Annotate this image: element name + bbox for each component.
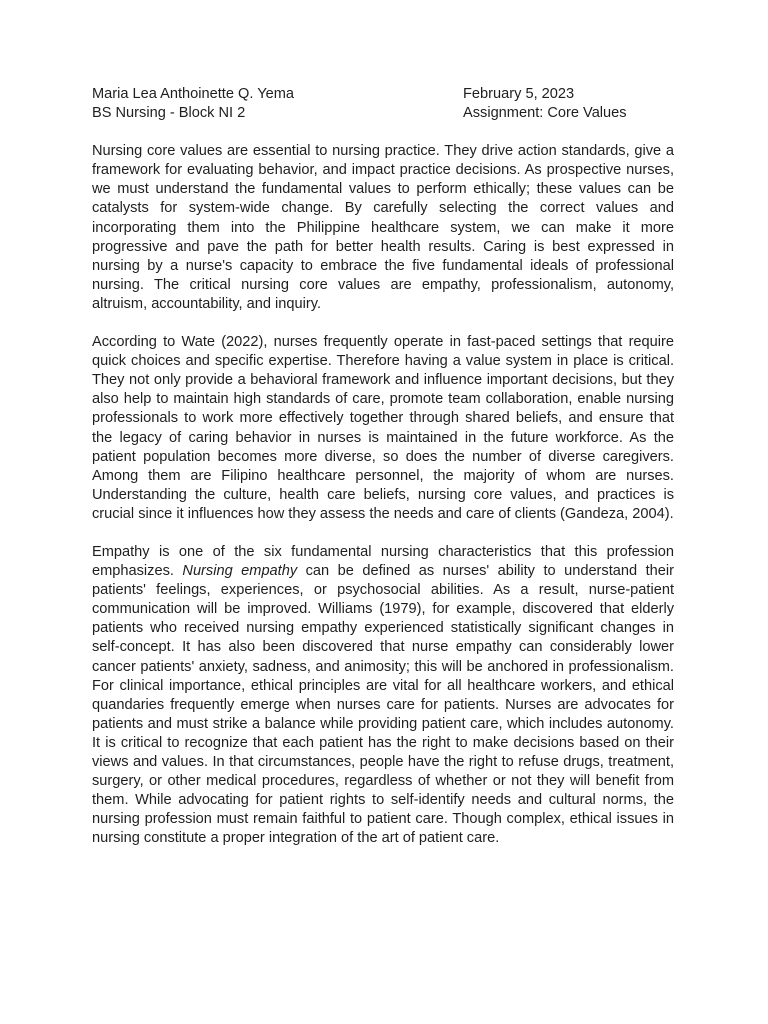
- paragraph-empathy-start: Empathy is one of the six fundamental nursing characteristics that this profession emphasizes.: [92, 543, 674, 580]
- header-left: [92, 85, 294, 123]
- paragraph-empathy: [92, 543, 674, 849]
- author-name: Maria Lea Anthoinette Q. Yema: [92, 86, 295, 102]
- paragraph-intro: Nursing core values are essential to nursing practice. They drive action standards, give a framework for evaluating behavior, and impact practice decisions. As prospective nurses, we must understand the fundamental values to perform ethically; these values can be catalysts for system-wide change. By carefully selecting the correct values and incorporating them into the Philippine healthcare system, we can make it more progressive and pave the path for better health results. Caring is best expressed in nursing by a nurse's capacity to embrace the five fundamental ideals of professional nursing. The critical nursing core values are empathy, professionalism, autonomy, altruism, accountability, and inquiry.: [92, 143, 674, 312]
- course-block: BS Nursing - Block NI 2: [92, 105, 246, 122]
- document-page: [92, 85, 674, 848]
- assignment-title: Assignment: Core Values: [463, 105, 627, 122]
- paragraph-empathy-rest: can be defined as nurses' ability to understand their patients' feelings, experiences, or psychosocial abilities. As a result, nurse-patient communication will be improved. Williams (1979), for example, discovered that elderly patients who received nursing empathy experienced statistically significant changes in self-concept. It has also been discovered that nurse empathy can considerably lower cancer patients' anxiety, sadness, and animosity; this will be anchored in professionalism. For clinical importance, ethical principles are vital for all healthcare workers, and ethical quandaries frequently emerge when nurses care for patients. Nurses are advocates for patients and must strike a balance while providing patient care, which includes autonomy. It is critical to recognize that each patient has the right to make decisions based on their views and values. In that circumstances, people have the right to refuse drugs, treatment, surgery, or other medical procedures, regardless of whether or not they will benefit from them. While advocating for patient rights to self-identify needs and cultural norms, the nursing profession must remain faithful to patient care. Though complex, ethical issues in nursing constitute a proper integration of the art of patient care.: [92, 563, 674, 847]
- document-date: February 5, 2023: [463, 86, 575, 102]
- paragraph-value-system: According to Wate (2022), nurses frequently operate in fast-paced settings that require quick choices and specific expertise. Therefore having a value system in place is critical. They not only provide a behavioral framework and influence important decisions, but they also help to maintain high standards of care, promote team collaboration, enable nursing professionals to work more effectively together through shared beliefs, and ensure that the legacy of caring behavior in nurses is maintained in the future workforce. As the patient population becomes more diverse, so does the number of diverse caregivers. Among them are Filipino healthcare personnel, the majority of whom are nurses. Understanding the culture, health care beliefs, nursing core values, and practices is crucial since it influences how they assess the needs and care of clients (Gandeza, 2004).: [92, 334, 674, 522]
- nursing-empathy-emphasis: Nursing empathy: [182, 563, 298, 580]
- header-right: [463, 85, 674, 123]
- document-header: [92, 85, 674, 123]
